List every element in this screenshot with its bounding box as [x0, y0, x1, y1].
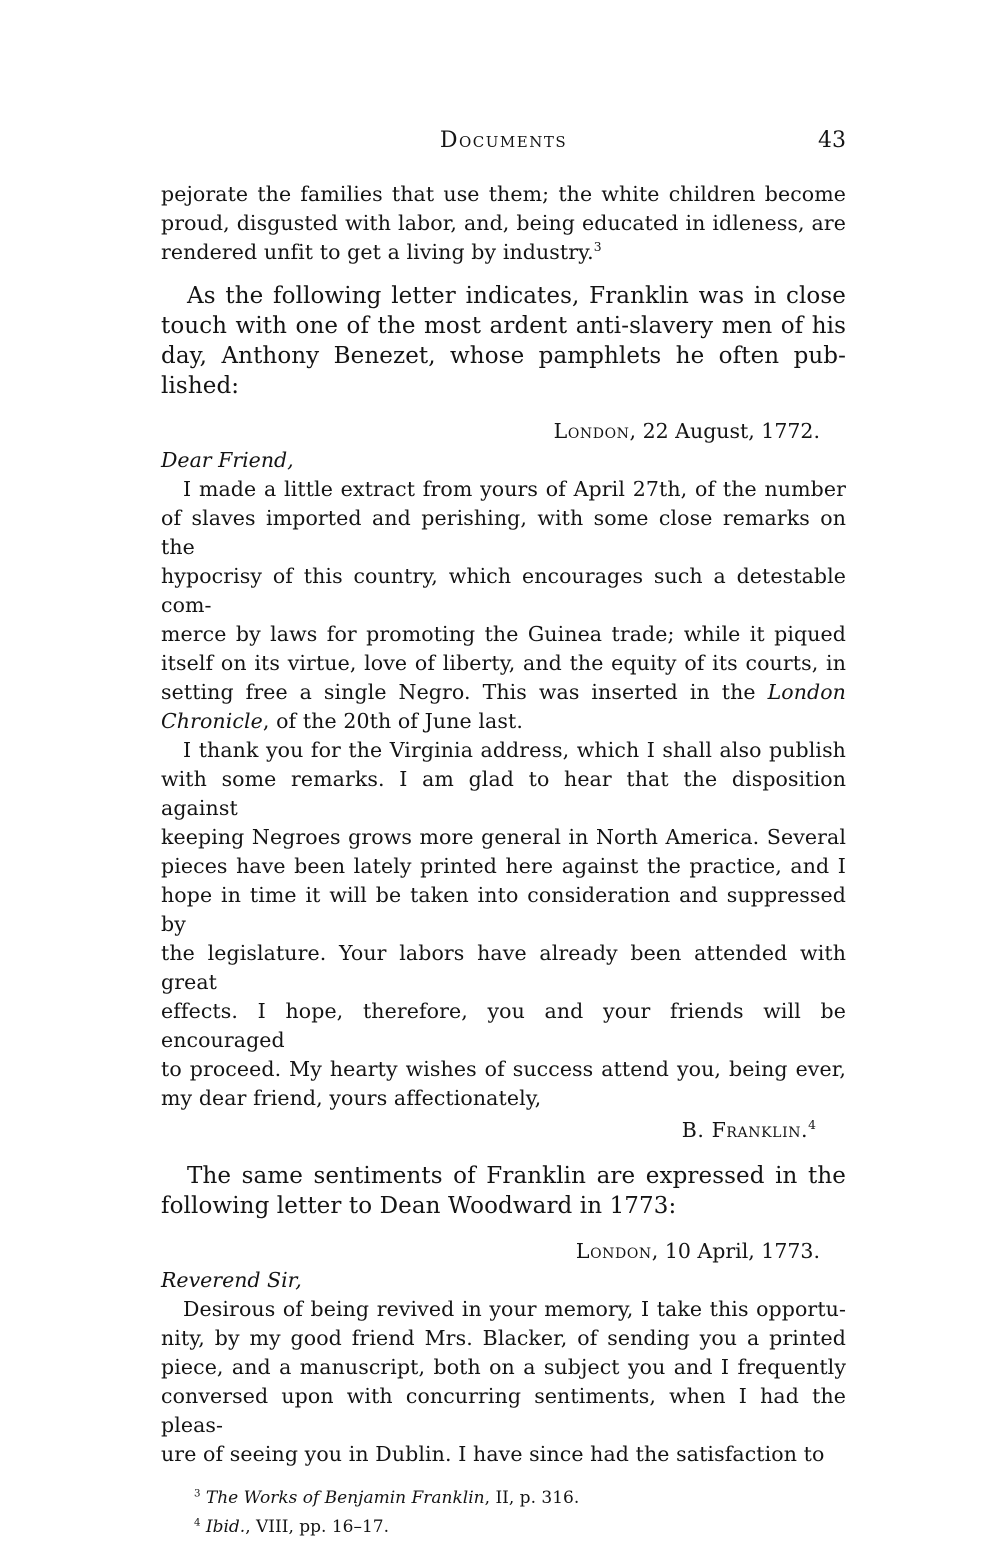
text-line — [161, 620, 846, 649]
text-segment: proud, disgusted with labor, and, being educated in idleness, are — [161, 211, 846, 235]
text-segment: pieces have been lately printed here against the practice, and I — [161, 854, 846, 878]
text-segment: the legislature. Your labors have already been attended with great — [161, 941, 846, 994]
text-segment: conversed upon with concurring sentiments, when I had the pleas- — [161, 1384, 846, 1437]
text-line — [161, 881, 846, 939]
text-segment: , 10 April, 1773. — [651, 1239, 820, 1263]
text-segment: rendered unfit to get a living by industry. — [161, 240, 594, 264]
letter2-salutation — [161, 1266, 846, 1295]
continuation-paragraph — [161, 180, 846, 267]
text-segment: London — [575, 1239, 652, 1263]
text-segment: merce by laws for promoting the Guinea trade; while it piqued — [161, 622, 846, 646]
text-line — [161, 238, 846, 267]
text-segment: I thank you for the Virginia address, which I shall also publish — [183, 738, 846, 762]
text-segment: hope in time it will be taken into consideration and suppressed by — [161, 883, 846, 936]
text-segment: Ibid. — [205, 1517, 246, 1537]
text-line — [161, 1161, 846, 1191]
text-line — [161, 997, 846, 1055]
text-segment: nity, by my good friend Mrs. Blacker, of sending you a printed — [161, 1326, 846, 1350]
text-line — [161, 736, 846, 765]
footnote-marker: 4 — [808, 1118, 816, 1133]
text-line — [161, 1055, 846, 1084]
text-segment: , VIII, pp. 16–17. — [245, 1517, 389, 1537]
running-header — [161, 128, 846, 158]
letter1-paragraph-2 — [161, 736, 846, 1113]
text-line — [161, 1295, 846, 1324]
text-line — [161, 311, 846, 341]
letter1-signature — [161, 1116, 846, 1145]
text-segment: keeping Negroes grows more general in North America. Several — [161, 825, 846, 849]
text-segment: of slaves imported and perishing, with some close remarks on the — [161, 506, 846, 559]
letter2-paragraph-1 — [161, 1295, 846, 1469]
footnotes — [161, 1484, 846, 1542]
text-segment: to proceed. My hearty wishes of success attend you, being ever, — [161, 1057, 846, 1081]
text-segment: with some remarks. I am glad to hear that the disposition against — [161, 767, 846, 820]
text-line — [161, 1191, 846, 1221]
text-segment: following letter to Dean Woodward in 1773: — [161, 1193, 677, 1219]
letter1-dateline — [161, 417, 846, 446]
text-line — [161, 562, 846, 620]
letter1-paragraph-1 — [161, 475, 846, 736]
text-block — [161, 128, 846, 1542]
text-segment: hypocrisy of this country, which encourages such a detestable com- — [161, 564, 846, 617]
text-segment: As the following letter indicates, Franklin was in close — [187, 283, 846, 309]
text-line — [161, 678, 846, 707]
text-segment: my dear friend, yours affectionately, — [161, 1086, 542, 1110]
text-segment: The Works of Benjamin Franklin — [205, 1488, 485, 1508]
text-segment: touch with one of the most ardent anti-slavery men of his — [161, 313, 846, 339]
page-number: 43 — [818, 128, 846, 153]
text-segment: day, Anthony Benezet, whose pamphlets he often pub- — [161, 343, 846, 369]
text-segment: , of the 20th of June last. — [262, 709, 523, 733]
footnote-marker: 4 — [194, 1517, 201, 1529]
text-segment: B. Franklin. — [681, 1118, 809, 1142]
text-line — [161, 1084, 846, 1113]
footnote-3 — [194, 1484, 846, 1513]
text-segment: The same sentiments of Franklin are expressed in the — [187, 1163, 846, 1189]
text-line — [161, 341, 846, 371]
text-line — [161, 1382, 846, 1440]
text-line — [161, 180, 846, 209]
text-segment: lished: — [161, 373, 240, 399]
text-segment: Desirous of being revived in your memory, I take this opportu- — [183, 1297, 846, 1321]
text-segment: Reverend Sir, — [161, 1268, 302, 1292]
text-segment: pejorate the families that use them; the white children become — [161, 182, 846, 206]
text-line — [161, 707, 846, 736]
text-segment: London — [767, 680, 846, 704]
text-line — [161, 1324, 846, 1353]
text-line — [161, 475, 846, 504]
text-line — [161, 281, 846, 311]
text-segment: , 22 August, 1772. — [629, 419, 820, 443]
text-line — [161, 1440, 846, 1469]
text-segment: ure of seeing you in Dublin. I have since had the satisfaction to — [161, 1442, 825, 1466]
intro-paragraph — [161, 281, 846, 401]
text-line — [161, 371, 846, 401]
letter2-dateline — [161, 1237, 846, 1266]
text-segment: Chronicle — [161, 709, 263, 733]
text-line — [161, 939, 846, 997]
footnote-4 — [194, 1513, 846, 1542]
letter1-salutation — [161, 446, 846, 475]
text-segment: piece, and a manuscript, both on a subject you and I frequently — [161, 1355, 846, 1379]
interlude-paragraph — [161, 1161, 846, 1221]
text-line — [161, 649, 846, 678]
text-segment: effects. I hope, therefore, you and your friends will be encouraged — [161, 999, 846, 1052]
text-segment: , II, p. 316. — [484, 1488, 580, 1508]
running-header-title: Documents — [439, 128, 568, 153]
text-segment: London — [553, 419, 630, 443]
text-segment: setting free a single Negro. This was inserted in the — [161, 680, 768, 704]
text-line — [161, 209, 846, 238]
text-segment: Dear Friend, — [161, 448, 294, 472]
footnote-marker: 3 — [593, 240, 602, 255]
text-line — [161, 765, 846, 823]
text-line — [161, 1353, 846, 1382]
text-line — [161, 852, 846, 881]
text-segment: itself on its virtue, love of liberty, and the equity of its courts, in — [161, 651, 846, 675]
text-line — [161, 823, 846, 852]
text-line — [161, 504, 846, 562]
text-segment: I made a little extract from yours of April 27th, of the number — [183, 477, 846, 501]
footnote-marker: 3 — [194, 1488, 201, 1500]
